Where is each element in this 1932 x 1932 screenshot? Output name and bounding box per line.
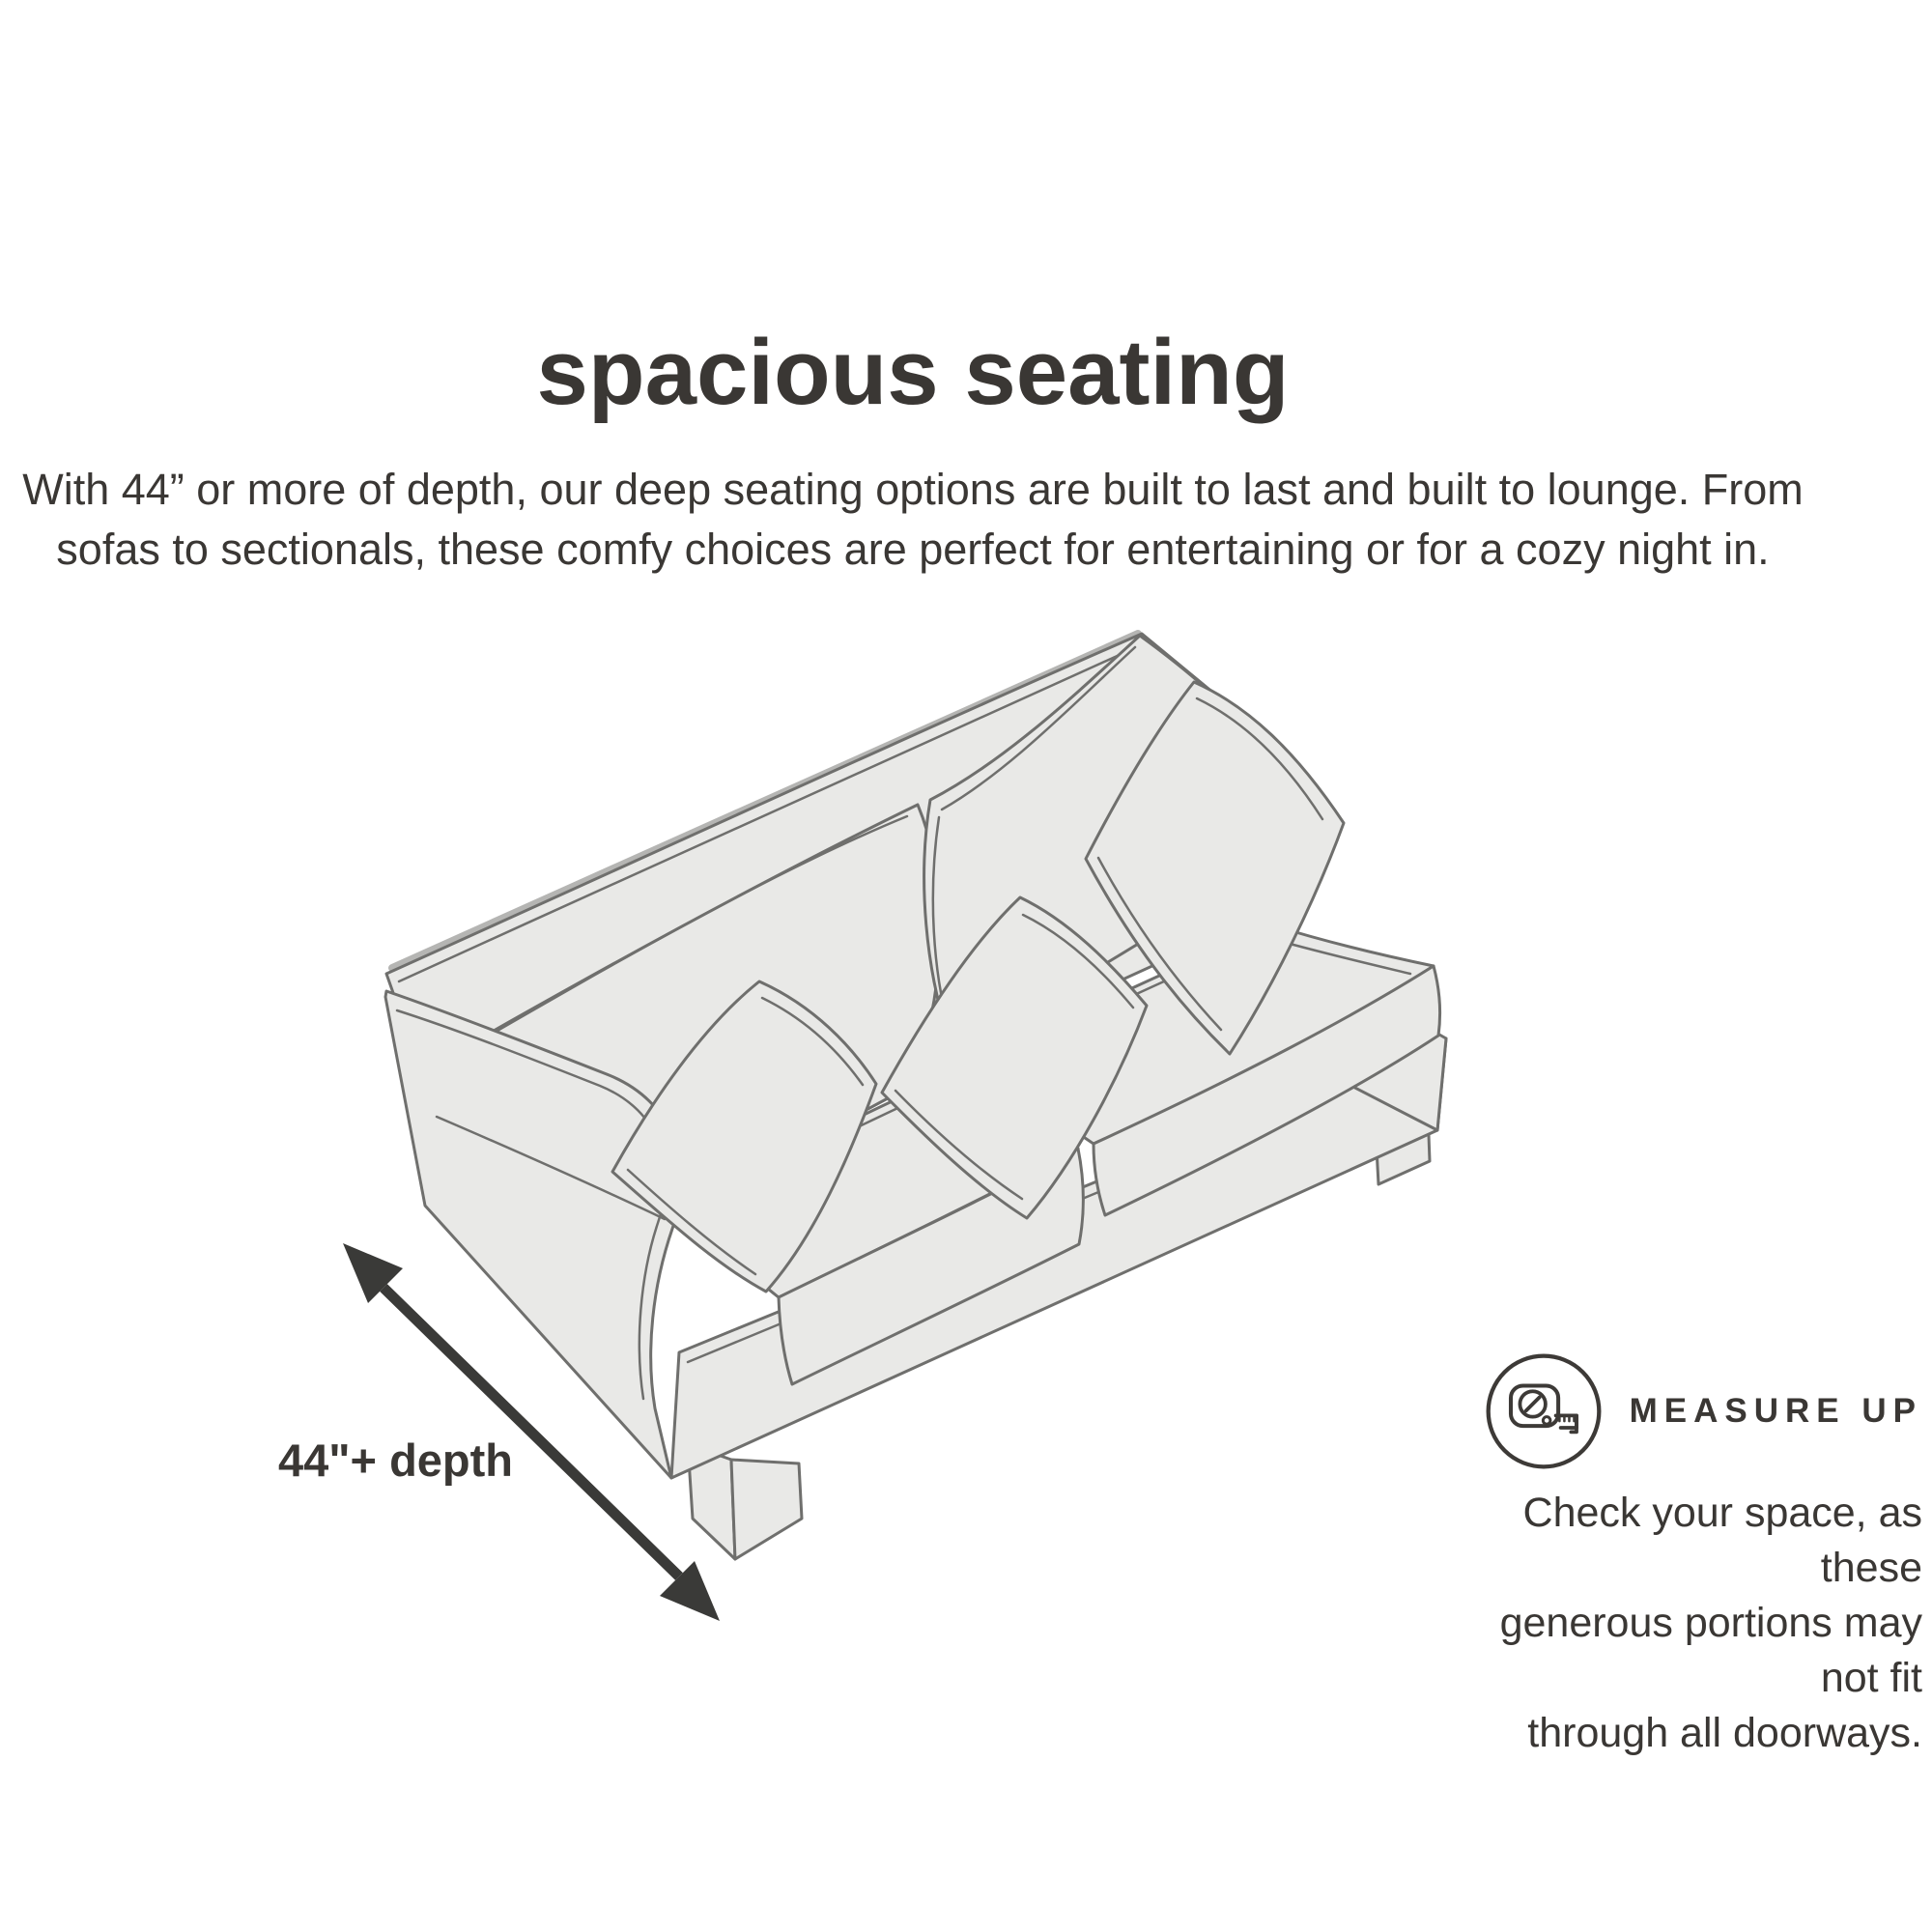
measure-up-header [1439,1350,1922,1472]
depth-dimension-label: 44"+ depth [278,1435,513,1486]
page-title: spacious seating [536,321,1290,424]
tape-measure-icon [1483,1350,1605,1472]
measure-up-note-line-3: through all doorways. [1527,1710,1922,1756]
measure-up-note-line-1: Check your space, as these [1522,1490,1922,1591]
intro-line-2: sofas to sectionals, these comfy choices are perfect for entertaining or for a cozy night in. [56,525,1770,574]
intro-line-1: With 44” or more of depth, our deep seating options are built to last and built to lounge. From [22,465,1804,514]
measure-up-note-line-2: generous portions may not fit [1499,1600,1922,1701]
measure-up-heading: MEASURE UP [1629,1392,1922,1430]
measure-up-note [1439,1486,1922,1761]
measure-up-callout [1439,1350,1922,1761]
sofa-line-drawing [385,634,1446,1559]
sofa-foot-front-left-front [731,1460,802,1559]
